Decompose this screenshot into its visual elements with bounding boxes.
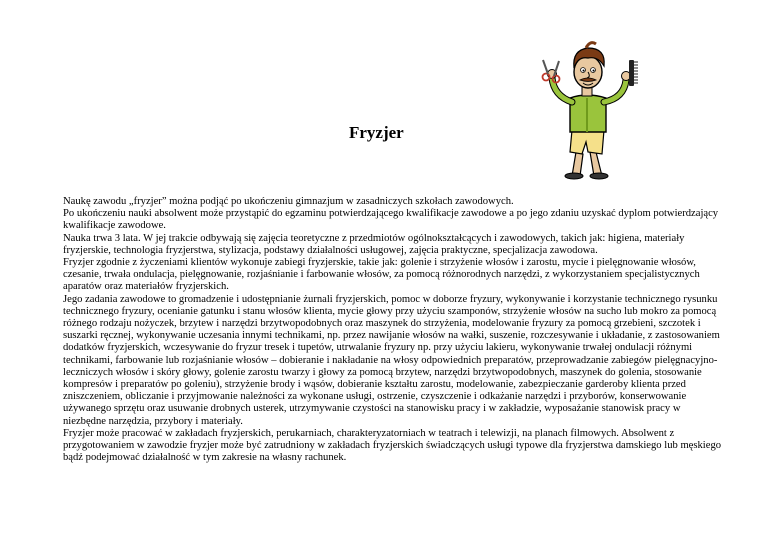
paragraph: Jego zadania zawodowe to gromadzenie i udostępnianie żurnali fryzjerskich, pomoc w doborze fryzury, wykonywanie i korzystanie technicznego rysunku technicznego fryzury, ocenianie gatunku i stanu włosów klienta, mycie głowy przy użyciu szamponów, strzyżenie włosów na sucho lub mokro za pomocą różnego rodzaju nożyczek, brzytew i narzędzi brzytwopodobnych oraz maszynek do strzyżenia, modelowanie fryzury za pomocą grzebieni, szczotek i suszarki ręcznej, wykonywanie uczesania innymi technikami, np. przez nawijanie włosów na wałki, suszenie, rozczesywanie i układanie, z zastosowaniem dodatków fryzjerskich, wczesywanie do fryzur tresek i tupetów, utrwalanie fryzury np. przy użyciu lakieru, wykonywanie trwałej ondulacji różnymi technikami, farbowanie lub rozjaśnianie włosów – dobieranie i nakładanie na włosy odpowiednich preparatów, przeprowadzanie zabiegów pielęgnacyjno-leczniczych włosów i skóry głowy, golenie zarostu twarzy i głowy za pomocą brzytew, narzędzi brzytwopodobnych, maszynek do golenia, stosowanie kompresów i preparatów po goleniu), strzyżenie brody i wąsów, dobieranie kształtu zarostu, modelowanie, zabezpieczanie garderoby klienta przed zniszczeniem, obliczanie i przyjmowanie należności za wykonane usługi, ostrzenie, czyszczenie i odkażanie narzędzi i przyborów, konserwowanie używanego sprzętu oraz usuwanie drobnych usterek, utrzymywanie czystości na stanowisku pracy i w zakładzie, wyposażanie stanowisk pracy w niezbędne narzędzia, przybory i materiały. — [63, 293, 720, 427]
paragraph: Fryzjer może pracować w zakładach fryzjerskich, perukarniach, charakteryzatorniach w teatrach i telewizji, na planach filmowych. Absolwent z przygotowaniem w zawodzie fryzjer może być zatrudniony w zakładach fryzjerskich świadczących usługi typowe dla fryzjerstwa damskiego lub męskiego bądź podejmować działalność w tym zakresie na własny rachunek. — [63, 427, 722, 464]
comb-icon — [629, 60, 638, 86]
page-title: Fryzjer — [349, 123, 404, 142]
hairdresser-cartoon-icon — [532, 40, 642, 180]
paragraph: Nauka trwa 3 lata. W jej trakcie odbywają się zajęcia teoretyczne z przedmiotów ogólnokształcących i zawodowych, takich jak: higiena, materiały fryzjerskie, technologia fryzjerstwa, stylizacja, podstawy działalności usługowej, zajęcia praktyczne, specjalizacja zawodowa. — [63, 232, 685, 256]
paragraph: Naukę zawodu „fryzjer” można podjąć po ukończeniu gimnazjum w zasadniczych szkołach zawodowych. — [63, 196, 514, 207]
body-text — [63, 196, 723, 464]
paragraph: Fryzjer zgodnie z życzeniami klientów wykonuje zabiegi fryzjerskie, takie jak: golenie i strzyżenie włosów i zarostu, mycie i pielęgnowanie włosów, czesanie, trwała ondulacja, pielęgnowanie, rozjaśnianie i farbowanie włosów, za pomocą różnorodnych narzędzi, z wykorzystaniem specjalistycznych aparatów oraz materiałów fryzjerskich. — [63, 257, 700, 293]
paragraph: Po ukończeniu nauki absolwent może przystąpić do egzaminu potwierdzającego kwalifikacje zawodowe a po jego zdaniu uzyskać dyplom potwierdzający kwalifikacje zawodowe. — [63, 208, 719, 232]
